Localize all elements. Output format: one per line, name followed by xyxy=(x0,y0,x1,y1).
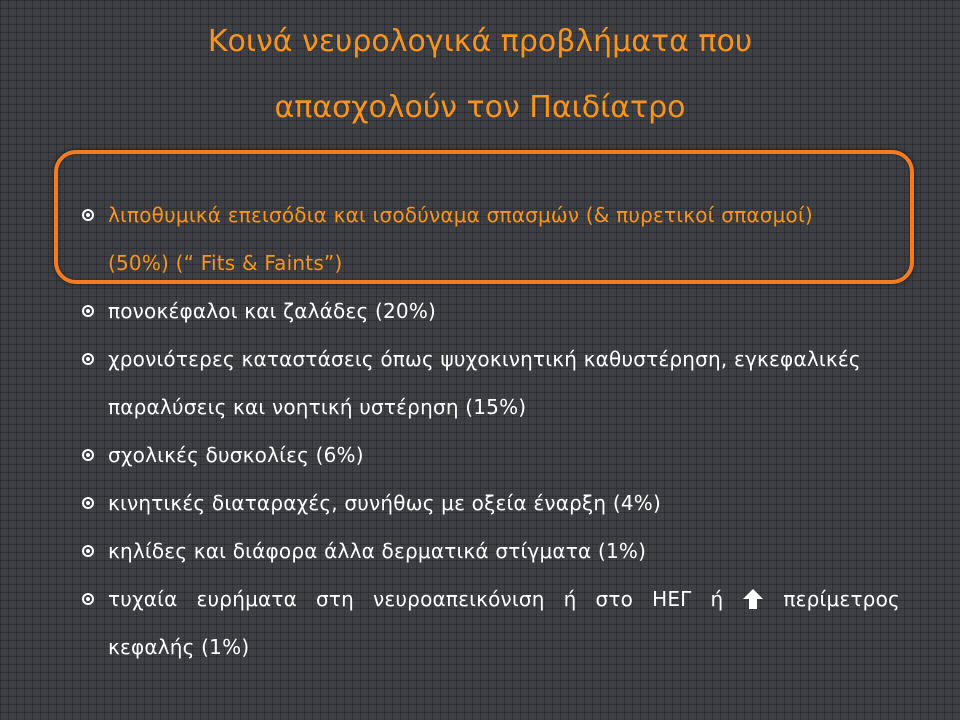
word: περίμετρος xyxy=(783,587,900,611)
word: ή xyxy=(710,587,724,611)
slide-title-line-1: Κοινά νευρολογικά προβλήματα που xyxy=(207,24,753,59)
bullet-5-line-1: κινητικές διαταραχές, συνήθως με οξεία έναρξη (4%) xyxy=(108,491,661,515)
bullet-4-line-1: σχολικές δυσκολίες (6%) xyxy=(108,443,364,467)
slide-title-line-2: απασχολούν τον Παιδίατρο xyxy=(274,90,686,125)
word: ΗΕΓ xyxy=(652,587,692,611)
bullet-7-line-1 xyxy=(108,585,900,613)
word: ή xyxy=(563,587,577,611)
bullet-3-line-2: παραλύσεις και νοητική υστέρηση (15%) xyxy=(108,395,527,419)
bullet-icon xyxy=(82,305,94,317)
bullet-6-line-1: κηλίδες και διάφορα άλλα δερματικά στίγματα (1%) xyxy=(108,539,647,563)
word: στη xyxy=(316,587,355,611)
word: ευρήματα xyxy=(196,587,298,611)
bullet-icon xyxy=(82,449,94,461)
bullet-1-line-2: (50%) (“ Fits & Faints”) xyxy=(108,251,343,275)
bullet-icon xyxy=(82,593,94,605)
bullet-3-line-1: χρονιότερες καταστάσεις όπως ψυχοκινητική καθυστέρηση, εγκεφαλικές xyxy=(108,347,861,371)
bullet-icon xyxy=(82,545,94,557)
bullet-1-line-1: λιποθυμικά επεισόδια και ισοδύναμα σπασμών (& πυρετικοί σπασμοί) xyxy=(108,203,813,227)
bullet-icon xyxy=(82,353,94,365)
word: νευροαπεικόνιση xyxy=(373,587,545,611)
word: τυχαία xyxy=(108,587,178,611)
bullet-7-line-2: κεφαλής (1%) xyxy=(108,635,250,659)
bullet-icon xyxy=(82,497,94,509)
word: στο xyxy=(595,587,634,611)
bullet-2-line-1: πονοκέφαλοι και ζαλάδες (20%) xyxy=(108,299,437,323)
up-arrow-icon xyxy=(742,588,764,610)
bullet-icon xyxy=(82,209,94,221)
